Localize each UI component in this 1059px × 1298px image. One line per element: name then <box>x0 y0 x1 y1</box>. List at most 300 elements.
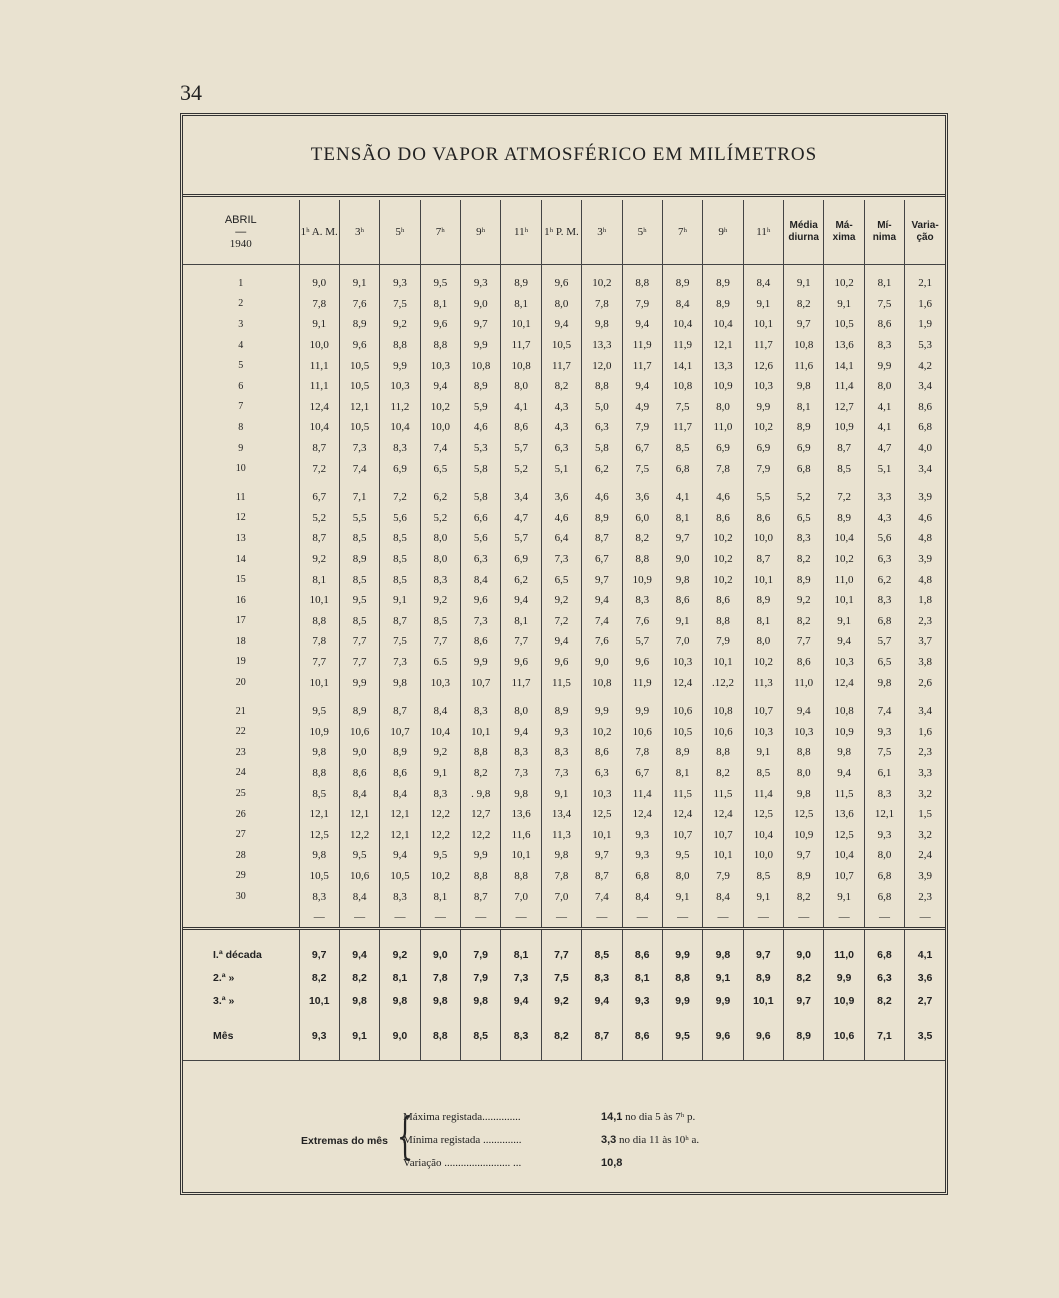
spacer-cell <box>380 1013 420 1025</box>
table-cell: 9,4 <box>582 990 622 1013</box>
table-cell: 10,0 <box>299 335 339 356</box>
table-cell: 9,3 <box>380 273 420 294</box>
table-cell: 10,9 <box>299 721 339 742</box>
row-label: 14 <box>235 553 246 565</box>
spacer-cell <box>582 1048 622 1061</box>
table-cell: 6,3 <box>541 438 581 459</box>
table-cell: 10,6 <box>622 721 662 742</box>
table-cell: 9,4 <box>380 845 420 866</box>
dash-cell: — <box>380 907 420 929</box>
year-label: 1940 <box>229 238 252 250</box>
table-cell: 7,6 <box>582 631 622 652</box>
row-label: 16 <box>235 594 246 606</box>
table-cell: 11,0 <box>824 569 864 590</box>
table-cell: 11,5 <box>662 783 702 804</box>
spacer-cell <box>420 265 460 274</box>
table-row <box>183 487 945 508</box>
table-cell: 11,5 <box>541 672 581 693</box>
table-cell: 10,6 <box>662 701 702 722</box>
table-cell: 6,5 <box>420 458 460 479</box>
table-cell: 8,8 <box>703 742 743 763</box>
spacer-cell <box>703 1048 743 1061</box>
spacer-cell <box>501 265 541 274</box>
table-cell: 3,4 <box>905 458 945 479</box>
table-cell: 8,3 <box>420 783 460 804</box>
row-label: 2 <box>238 298 244 310</box>
spacer-cell <box>824 1013 864 1025</box>
table-cell: 13,4 <box>541 804 581 825</box>
dash-cell: — <box>864 907 904 929</box>
table-cell: 10,2 <box>703 528 743 549</box>
table-cell: 10,3 <box>420 355 460 376</box>
dash-cell: — <box>662 907 702 929</box>
dash-cell: — <box>501 907 541 929</box>
table-cell: 10,1 <box>824 590 864 611</box>
table-cell: 13,6 <box>824 335 864 356</box>
table-cell: 5,8 <box>582 438 622 459</box>
table-cell: 8,8 <box>784 742 824 763</box>
spacer-cell <box>662 265 702 274</box>
table-cell: 8,8 <box>501 866 541 887</box>
table-cell: 8,7 <box>582 866 622 887</box>
table-cell: 8,2 <box>703 763 743 784</box>
table-cell: 9,1 <box>703 967 743 990</box>
table-cell: 8,4 <box>339 783 379 804</box>
table-cell: 2,7 <box>905 990 945 1013</box>
table-cell: 8,8 <box>299 763 339 784</box>
table-cell: 6,8 <box>784 458 824 479</box>
table-cell: 11,7 <box>743 335 783 356</box>
row-label: 29 <box>235 870 246 882</box>
spacer-cell <box>183 265 299 274</box>
table-cell: 7,7 <box>299 652 339 673</box>
max-label: Máxima registada.............. <box>403 1111 521 1123</box>
table-cell: 14,1 <box>662 355 702 376</box>
table-cell: 1,6 <box>905 294 945 315</box>
extremes-title: Extremas do mês <box>301 1135 388 1147</box>
table-cell: 8,3 <box>864 335 904 356</box>
table-cell: 8,5 <box>420 611 460 632</box>
table-cell: 9,8 <box>501 783 541 804</box>
dash-row <box>183 907 945 929</box>
table-cell: 7,4 <box>420 438 460 459</box>
table-cell: 6,9 <box>743 438 783 459</box>
table-cell: 9,7 <box>461 314 501 335</box>
spacer-cell <box>420 693 460 701</box>
table-cell: 8,0 <box>864 845 904 866</box>
table-cell: 10,7 <box>662 824 702 845</box>
table-cell: 6,3 <box>864 549 904 570</box>
table-cell: 9,1 <box>299 314 339 335</box>
spacer-cell <box>420 1013 460 1025</box>
table-cell: 7,7 <box>501 631 541 652</box>
spacer-cell <box>622 1048 662 1061</box>
table-cell: 11,6 <box>501 824 541 845</box>
title-divider <box>183 194 945 197</box>
spacer-cell <box>743 1013 783 1025</box>
table-cell: 8,0 <box>784 763 824 784</box>
table-row <box>183 763 945 784</box>
row-label: 24 <box>235 767 246 779</box>
table-cell: 10,1 <box>299 672 339 693</box>
spacer-cell <box>299 928 339 944</box>
table-cell: 7,0 <box>662 631 702 652</box>
table-cell: 11,7 <box>662 417 702 438</box>
column-header: 11ʰ <box>501 200 541 265</box>
table-cell: 12,1 <box>380 824 420 845</box>
spacer-cell <box>784 928 824 944</box>
table-cell: 8,9 <box>339 549 379 570</box>
table-cell: 9,9 <box>824 967 864 990</box>
page-number: 34 <box>180 80 202 105</box>
table-cell: 9,7 <box>784 990 824 1013</box>
table-cell: 10,1 <box>743 314 783 335</box>
table-cell: 10,5 <box>339 376 379 397</box>
spacer-cell <box>339 479 379 487</box>
table-cell: 8,9 <box>541 701 581 722</box>
row-label: 1 <box>238 277 244 289</box>
table-cell: 8,3 <box>582 967 622 990</box>
spacer-cell <box>183 479 299 487</box>
table-cell: 10,4 <box>703 314 743 335</box>
table-cell: 9,5 <box>420 273 460 294</box>
spacer-cell <box>541 693 581 701</box>
spacer-cell <box>662 1048 702 1061</box>
month-extremes <box>183 1101 945 1181</box>
spacer-cell <box>501 1048 541 1061</box>
spacer-cell <box>703 693 743 701</box>
row-label: 21 <box>235 705 246 717</box>
table-cell: 8,0 <box>541 294 581 315</box>
table-cell: 10,4 <box>380 417 420 438</box>
table-cell: 8,9 <box>784 866 824 887</box>
dash-cell: — <box>420 907 460 929</box>
table-cell: 6,3 <box>582 417 622 438</box>
table-cell: 10,8 <box>582 672 622 693</box>
table-cell: 5,7 <box>501 438 541 459</box>
table-cell: 8,1 <box>662 763 702 784</box>
spacer-cell <box>339 693 379 701</box>
table-cell: 4,6 <box>541 508 581 529</box>
table-cell: 10,3 <box>743 376 783 397</box>
table-cell: 7,9 <box>461 967 501 990</box>
var-value: 10,8 <box>601 1157 623 1169</box>
table-cell: 14,1 <box>824 355 864 376</box>
table-cell: 9,4 <box>824 631 864 652</box>
var-label: Variação ........................ ... <box>403 1157 522 1169</box>
table-cell: 10,2 <box>703 569 743 590</box>
table-cell: 11,2 <box>380 397 420 418</box>
dash-cell: — <box>461 907 501 929</box>
table-cell: 12,5 <box>299 824 339 845</box>
table-cell: 9,1 <box>339 1025 379 1048</box>
table-cell: 2,3 <box>905 886 945 907</box>
table-cell: 10,3 <box>784 721 824 742</box>
spacer-cell <box>784 693 824 701</box>
table-cell: 9,7 <box>582 845 622 866</box>
row-label: 4 <box>238 339 244 351</box>
table-cell: 10,1 <box>743 569 783 590</box>
table-cell: 8,3 <box>501 742 541 763</box>
table-cell: 9,3 <box>864 721 904 742</box>
table-row <box>183 590 945 611</box>
table-cell: 9,7 <box>743 944 783 967</box>
table-cell: 8,9 <box>582 508 622 529</box>
table-row <box>183 611 945 632</box>
table-cell: 8,4 <box>339 886 379 907</box>
table-cell: 8,9 <box>743 590 783 611</box>
table-cell: 7,8 <box>299 294 339 315</box>
table-cell: 5,5 <box>743 487 783 508</box>
table-cell: 3,9 <box>905 487 945 508</box>
max-note: no dia 5 às 7ʰ p. <box>625 1111 696 1123</box>
row-label: 8 <box>238 421 244 433</box>
table-cell: 10,7 <box>824 866 864 887</box>
spacer-cell <box>541 265 581 274</box>
table-cell: 9,1 <box>743 886 783 907</box>
table-cell: 10,2 <box>703 549 743 570</box>
extreme-var-row <box>403 1157 623 1169</box>
table-cell: 10,3 <box>662 652 702 673</box>
table-cell: 3,8 <box>905 652 945 673</box>
table-cell: 8,3 <box>622 590 662 611</box>
table-cell: 8,4 <box>703 886 743 907</box>
table-cell: 12,7 <box>461 804 501 825</box>
table-cell: 9,8 <box>339 990 379 1013</box>
table-cell: 7,9 <box>622 417 662 438</box>
table-cell: 2,3 <box>905 742 945 763</box>
table-cell: 6,2 <box>501 569 541 590</box>
spacer-cell <box>501 1013 541 1025</box>
table-cell: 10,1 <box>461 721 501 742</box>
spacer-cell <box>420 479 460 487</box>
table-cell: 8,6 <box>703 508 743 529</box>
min-label: Mínima registada .............. <box>403 1134 522 1146</box>
table-cell: 12,1 <box>703 335 743 356</box>
table-cell: 8,6 <box>501 417 541 438</box>
table-cell: 8,3 <box>541 742 581 763</box>
table-cell: 8,9 <box>784 1025 824 1048</box>
table-cell: 9,3 <box>541 721 581 742</box>
dash-cell: — <box>541 907 581 929</box>
spacer-row <box>183 1013 945 1025</box>
row-label: 5 <box>238 360 244 372</box>
row-label: 25 <box>235 788 246 800</box>
table-cell: 4,1 <box>905 944 945 967</box>
table-cell: 4,6 <box>582 487 622 508</box>
table-cell: 11,7 <box>501 672 541 693</box>
table-cell: 10,9 <box>784 824 824 845</box>
row-label: 30 <box>235 891 246 903</box>
row-label: 18 <box>235 635 246 647</box>
table-cell: 9,6 <box>339 335 379 356</box>
spacer-cell <box>582 1013 622 1025</box>
table-cell: 8,6 <box>864 314 904 335</box>
table-cell: 7,7 <box>420 631 460 652</box>
table-cell: 8,6 <box>905 397 945 418</box>
table-cell: 8,8 <box>461 866 501 887</box>
table-cell: 6,8 <box>864 611 904 632</box>
table-cell: 9,0 <box>380 1025 420 1048</box>
table-cell: 8,3 <box>864 783 904 804</box>
table-cell: 9,4 <box>824 763 864 784</box>
table-cell: . 9,8 <box>461 783 501 804</box>
table-cell: 7,0 <box>541 886 581 907</box>
table-cell: 10,2 <box>743 652 783 673</box>
table-cell: 7,1 <box>339 487 379 508</box>
table-cell: 8,1 <box>299 569 339 590</box>
table-cell: 6,7 <box>622 763 662 784</box>
table-cell: 8,5 <box>380 569 420 590</box>
table-cell: 8,3 <box>461 701 501 722</box>
table-cell: 9,8 <box>784 783 824 804</box>
table-row <box>183 397 945 418</box>
table-row <box>183 721 945 742</box>
dash-cell: — <box>299 907 339 929</box>
table-cell: 7,5 <box>864 742 904 763</box>
table-cell: 8,9 <box>784 417 824 438</box>
table-cell: 8,9 <box>662 742 702 763</box>
table-cell: 6,3 <box>461 549 501 570</box>
table-cell: 11,9 <box>622 672 662 693</box>
spacer-cell <box>461 479 501 487</box>
table-cell: 4,6 <box>703 487 743 508</box>
table-cell: 10,6 <box>824 1025 864 1048</box>
table-cell: 9,2 <box>380 314 420 335</box>
table-cell: 8,6 <box>380 763 420 784</box>
table-cell: 10,9 <box>824 417 864 438</box>
table-cell: 8,9 <box>743 967 783 990</box>
spacer-cell <box>183 693 299 701</box>
table-cell: 3,2 <box>905 824 945 845</box>
table-cell: 8,5 <box>824 458 864 479</box>
spacer-cell <box>541 479 581 487</box>
spacer-cell <box>501 928 541 944</box>
table-cell: 10,5 <box>339 417 379 438</box>
table-cell: 9,9 <box>461 845 501 866</box>
table-cell: 10,8 <box>501 355 541 376</box>
row-label: 9 <box>238 442 244 454</box>
spacer-cell <box>622 693 662 701</box>
row-label: 22 <box>235 726 246 738</box>
row-label: I.ª década <box>213 949 262 962</box>
spacer-cell <box>299 693 339 701</box>
table-cell: 1,6 <box>905 721 945 742</box>
table-cell: 8,4 <box>622 886 662 907</box>
column-header: 9ʰ <box>461 200 501 265</box>
table-cell: 9,8 <box>824 742 864 763</box>
table-cell: 12,4 <box>662 672 702 693</box>
spacer-cell <box>183 1013 299 1025</box>
table-cell: 6,8 <box>905 417 945 438</box>
table-cell: 11,0 <box>824 944 864 967</box>
table-cell: 9,7 <box>582 569 622 590</box>
table-row <box>183 273 945 294</box>
table-cell: 12,6 <box>743 355 783 376</box>
table-cell: 8,2 <box>784 886 824 907</box>
table-cell: 6,2 <box>864 569 904 590</box>
table-cell: 8,2 <box>784 967 824 990</box>
min-value: 3,3 <box>601 1134 617 1146</box>
table-cell: 9,1 <box>743 742 783 763</box>
table-cell: 9,4 <box>339 944 379 967</box>
table-row <box>183 376 945 397</box>
table-cell: 7,8 <box>420 967 460 990</box>
spacer-cell <box>864 928 904 944</box>
table-cell: 9,3 <box>864 824 904 845</box>
column-header: 7ʰ <box>662 200 702 265</box>
table-cell: 10,6 <box>703 721 743 742</box>
column-header: 5ʰ <box>622 200 662 265</box>
table-cell: 9,0 <box>339 742 379 763</box>
table-cell: 8,8 <box>582 376 622 397</box>
table-cell: 8,5 <box>380 549 420 570</box>
table-cell: 12,4 <box>662 804 702 825</box>
table-cell: 13,6 <box>501 804 541 825</box>
table-cell: 9,0 <box>461 294 501 315</box>
table-cell: 9,9 <box>339 672 379 693</box>
table-cell: 5,1 <box>864 458 904 479</box>
table-cell: 10,4 <box>299 417 339 438</box>
summary-row <box>183 990 945 1013</box>
spacer-cell <box>299 1048 339 1061</box>
table-cell: 8,9 <box>784 569 824 590</box>
spacer-cell <box>622 265 662 274</box>
table-cell: 8,2 <box>461 763 501 784</box>
table-cell: 10,8 <box>662 376 702 397</box>
table-cell: 7,2 <box>380 487 420 508</box>
dash-cell <box>183 907 299 929</box>
table-cell: 10,6 <box>339 866 379 887</box>
table-cell: 7,9 <box>703 866 743 887</box>
column-header: 1ʰ P. M. <box>541 200 581 265</box>
table-cell: 7,1 <box>864 1025 904 1048</box>
table-cell: 7,2 <box>824 487 864 508</box>
table-cell: 4,7 <box>501 508 541 529</box>
table-cell: 8,2 <box>541 376 581 397</box>
table-cell: 5,2 <box>784 487 824 508</box>
table-row <box>183 845 945 866</box>
spacer-cell <box>784 1048 824 1061</box>
column-header: 1ʰ A. M. <box>299 200 339 265</box>
dash-cell: — <box>622 907 662 929</box>
table-cell: 10,5 <box>299 866 339 887</box>
table-cell: 9,3 <box>622 990 662 1013</box>
table-cell: 9,4 <box>784 701 824 722</box>
table-cell: 7,4 <box>864 701 904 722</box>
table-cell: 5,6 <box>380 508 420 529</box>
table-cell: 10,1 <box>299 990 339 1013</box>
table-cell: 8,7 <box>743 549 783 570</box>
table-cell: 7,3 <box>501 967 541 990</box>
table-cell: 8,2 <box>541 1025 581 1048</box>
table-cell: 9,3 <box>622 824 662 845</box>
table-cell: 8,5 <box>339 611 379 632</box>
table-cell: 10,5 <box>339 355 379 376</box>
table-cell: 1,8 <box>905 590 945 611</box>
table-cell: 12,7 <box>824 397 864 418</box>
row-label: 23 <box>235 746 246 758</box>
table-cell: 7,8 <box>622 742 662 763</box>
table-cell: 9,3 <box>461 273 501 294</box>
table-row <box>183 652 945 673</box>
table-cell: 4,3 <box>541 397 581 418</box>
table-cell: 12,1 <box>299 804 339 825</box>
table-cell: 8,6 <box>461 631 501 652</box>
spacer-cell <box>864 1013 904 1025</box>
table-cell: 9,9 <box>622 701 662 722</box>
table-cell: 9,6 <box>743 1025 783 1048</box>
